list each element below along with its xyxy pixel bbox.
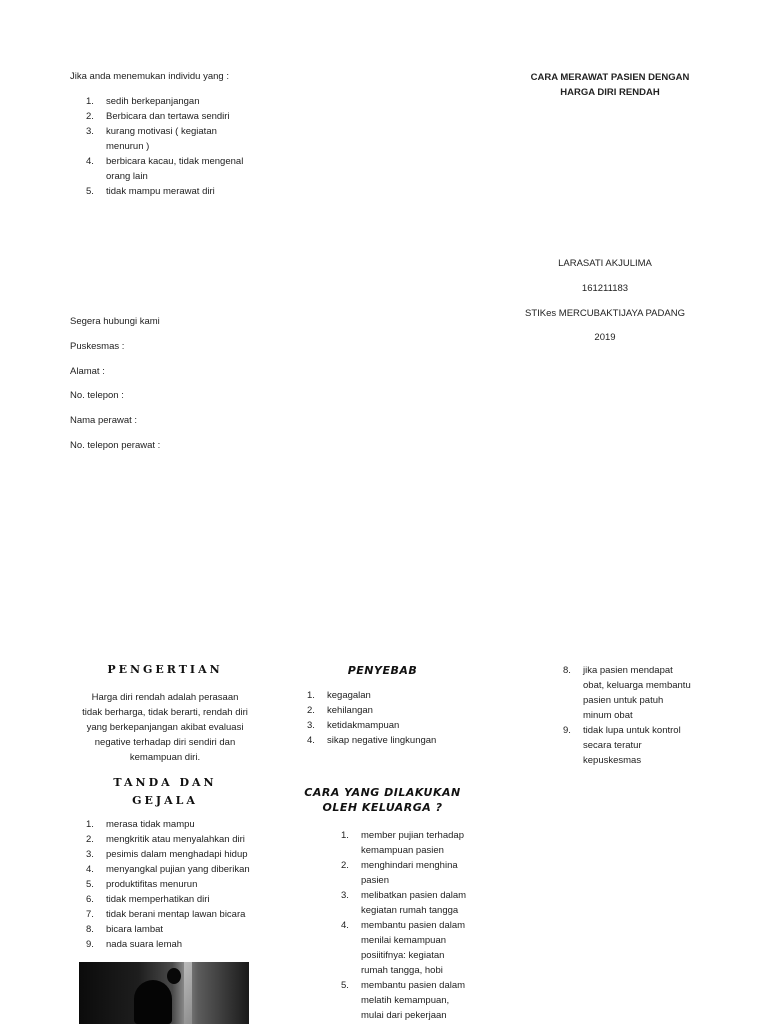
list-number: 5. (86, 879, 94, 890)
list-number: 2. (86, 834, 94, 845)
list-number: 3. (341, 890, 349, 901)
list-number: 6. (86, 894, 94, 905)
list-text: tidak berani mentap lawan bicara (106, 909, 246, 920)
list-text-line: membantu pasien dalam (361, 980, 466, 991)
list-text-line: kurang motivasi ( kegiatan (106, 126, 217, 137)
keluarga-item (341, 828, 481, 858)
list-number: 2. (307, 705, 315, 716)
penyebab-item (307, 733, 477, 748)
list-number: 4. (341, 920, 349, 931)
cover-title (510, 70, 710, 100)
list-number: 1. (86, 96, 94, 107)
list-number: 5. (86, 186, 94, 197)
penyebab-list (307, 688, 477, 748)
tanda-gejala-heading (75, 774, 255, 810)
list-text-line: rumah tangga, hobi (361, 965, 443, 976)
keluarga-item (563, 663, 713, 723)
list-text-line: tidak lupa untuk kontrol (583, 725, 681, 736)
pengertian-line: tidak berharga, tidak berarti, rendah diri (82, 707, 248, 718)
year: 2019 (594, 332, 616, 343)
keluarga-item (341, 888, 481, 918)
list-number: 2. (341, 860, 349, 871)
list-number: 4. (86, 156, 94, 167)
list-text-line: member pujian terhadap (361, 830, 464, 841)
pengertian-line: yang berkepanjangan akibat evaluasi (86, 722, 244, 733)
tanda-item (86, 877, 276, 892)
list-text-line: jika pasien mendapat (583, 665, 673, 676)
list-text: menyangkal pujian yang diberikan (106, 864, 250, 875)
symptom-item (86, 124, 266, 154)
list-number: 1. (86, 819, 94, 830)
list-text-line: menilai kemampuan (361, 935, 447, 946)
sad-person-photo (79, 962, 249, 1024)
tanda-heading-line1: TANDA DAN (113, 776, 217, 789)
keluarga-heading-line2: OLEH KELUARGA ? (322, 801, 443, 814)
student-id: 161211183 (581, 283, 629, 294)
list-number: 3. (86, 849, 94, 860)
symptom-item (86, 154, 266, 184)
list-text: produktifitas menurun (106, 879, 198, 890)
list-text-line: melatih kemampuan, (361, 995, 450, 1006)
list-text-line: orang lain (106, 171, 148, 182)
list-text-line: Berbicara dan tertawa sendiri (106, 111, 230, 122)
list-text-line: kemampuan pasien (361, 845, 444, 856)
keluarga-item (563, 723, 713, 768)
contact-field: Puskesmas : (70, 341, 125, 352)
symptom-item (86, 109, 266, 124)
list-text: merasa tidak mampu (106, 819, 195, 830)
list-number: 4. (86, 864, 94, 875)
tanda-item (86, 847, 276, 862)
cover-title-line1: CARA MERAWAT PASIEN DENGAN (530, 72, 690, 83)
contact-field: Nama perawat : (70, 415, 138, 427)
list-text-line: kepuskesmas (583, 755, 642, 766)
tanda-item (86, 907, 276, 922)
pengertian-body (70, 690, 260, 765)
cover-title-line2: HARGA DIRI RENDAH (560, 87, 660, 98)
tanda-item (86, 892, 276, 907)
list-text-line: melibatkan pasien dalam (361, 890, 467, 901)
institution: STIKes MERCUBAKTIJAYA PADANG (525, 308, 685, 319)
list-number: 7. (86, 909, 94, 920)
list-number: 4. (307, 735, 315, 746)
tanda-item (86, 832, 276, 847)
photo-head (167, 968, 181, 984)
pengertian-heading: PENGERTIAN (107, 663, 223, 676)
tanda-item (86, 922, 276, 937)
list-text: pesimis dalam menghadapi hidup (106, 849, 248, 860)
pengertian-line: kemampuan diri. (129, 752, 201, 763)
list-text-line: secara teratur (583, 740, 642, 751)
symptom-item (86, 184, 266, 199)
contact-field: No. telepon : (70, 390, 124, 402)
list-text-line: kegiatan rumah tangga (361, 905, 459, 916)
list-text-line: membantu pasien dalam (361, 920, 466, 931)
keluarga-heading (295, 785, 470, 815)
keluarga-list (341, 828, 481, 1023)
tanda-item (86, 817, 276, 832)
list-text: ketidakmampuan (327, 720, 400, 731)
pengertian-line: negative terhadap diri sendiri dan (94, 737, 236, 748)
list-text: mengkritik atau menyalahkan diri (106, 834, 245, 845)
tanda-heading-line2: GEJALA (132, 794, 198, 807)
list-number: 8. (563, 665, 571, 676)
list-text-line: pasien (361, 875, 389, 886)
penyebab-heading: PENYEBAB (347, 664, 418, 677)
photo-light (184, 962, 192, 1024)
list-text-line: obat, keluarga membantu (583, 680, 691, 691)
list-text-line: berbicara kacau, tidak mengenal (106, 156, 244, 167)
list-number: 1. (307, 690, 315, 701)
penyebab-item (307, 703, 477, 718)
contact-field: No. telepon perawat : (70, 439, 161, 451)
list-number: 3. (86, 126, 94, 137)
list-number: 2. (86, 111, 94, 122)
list-text: bicara lambat (106, 924, 164, 935)
list-number: 5. (341, 980, 349, 991)
list-text-line: tidak mampu merawat diri (106, 186, 215, 197)
symptom-list (86, 94, 266, 199)
list-number: 9. (86, 939, 94, 950)
keluarga-item (341, 918, 481, 978)
keluarga-item (341, 978, 481, 1023)
contact-section (70, 316, 160, 464)
list-text-line: posiitifnya: kegiatan (361, 950, 445, 961)
list-text-line: minum obat (583, 710, 633, 721)
keluarga-item (341, 858, 481, 888)
list-number: 3. (307, 720, 315, 731)
author-name: LARASATI AKJULIMA (558, 258, 652, 269)
list-text: kegagalan (327, 690, 371, 701)
penyebab-item (307, 688, 477, 703)
list-text: kehilangan (327, 705, 373, 716)
list-text-line: menurun ) (106, 141, 150, 152)
list-text-line: sedih berkepanjangan (106, 96, 200, 107)
pengertian-line: Harga diri rendah adalah perasaan (91, 692, 239, 703)
tanda-gejala-list (86, 817, 276, 952)
photo-figure (134, 980, 172, 1024)
list-text-line: mulai dari pekerjaan (361, 1010, 447, 1021)
list-number: 8. (86, 924, 94, 935)
tanda-item (86, 862, 276, 877)
keluarga-list-continued (563, 663, 713, 768)
list-number: 1. (341, 830, 349, 841)
list-text: nada suara lemah (106, 939, 183, 950)
penyebab-item (307, 718, 477, 733)
list-text-line: pasien untuk patuh (583, 695, 664, 706)
keluarga-heading-line1: CARA YANG DILAKUKAN (304, 786, 461, 799)
list-number: 9. (563, 725, 571, 736)
list-text-line: menghindari menghina (361, 860, 458, 871)
contact-heading: Segera hubungi kami (70, 316, 160, 327)
tanda-item (86, 937, 276, 952)
list-text: sikap negative lingkungan (327, 735, 437, 746)
intro-text: Jika anda menemukan individu yang : (70, 71, 229, 82)
symptom-item (86, 94, 266, 109)
contact-field: Alamat : (70, 365, 105, 377)
list-text: tidak memperhatikan diri (106, 894, 210, 905)
